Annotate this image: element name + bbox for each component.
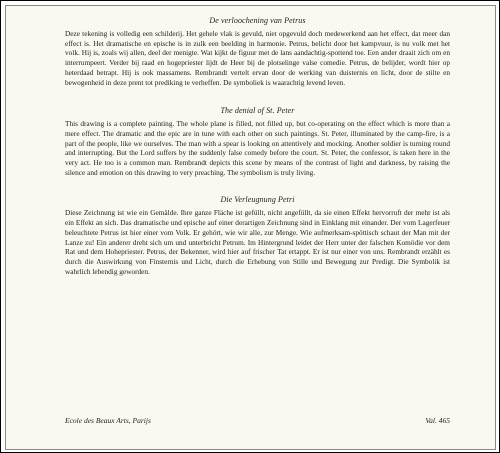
section-title-dutch: De verloochening van Petrus (209, 16, 306, 25)
document-page (5, 5, 496, 450)
section-paragraph-english: This drawing is a complete painting. The whole plane is filled, not filled up, but co-operating on the effect which is more than a mere effect. The dramatic and the epic are in tune with each other on such paintings. St. Peter, illuminated by the camp-fire, is a part of the people, like we ourselves. The man with a spear is looking on attentively and mocking. Another soldier is turning round and interrupting. But the Lord suffers by the suddenly false comedy before the court. St. Peter, the confessor, is taken here in the very act. He too is a common man. Rembrandt depicts this scene by means of the contrast of light and darkness, by raising the silence and emotion on this drawing to very preaching. The symbolism is truly living. (65, 119, 450, 177)
section-title-english: The denial of St. Peter (220, 106, 295, 116)
document-body (65, 15, 450, 276)
footer-source: Ecole des Beaux Arts, Parijs (65, 416, 151, 425)
footer-volume: Val. 465 (425, 416, 450, 425)
section-title-german: Die Verleugnung Petri (220, 195, 295, 205)
section-paragraph-german: Diese Zeichnung ist wie ein Gemälde. Ihre ganze Fläche ist gefüllt, nicht angefüllt, da sie einen Effekt hervorruft der mehr ist als ein Effekt an sich. Das dramatische und epische auf einer derartigen Zeichnung sind in Einklang mit einander. Der vom Lagerfeuer beleuchtete Petrus ist hier einer vom Volk. Er gehört, wie wir alle, zur Menge. Wie aufmerksam-spöttisch schaut der Man mit der Lanze zu! Ein anderer dreht sich um und unterbricht Petrum. Im Hintergrund leidet der Herr unter der falschen Komödie vor dem Rat und dem Hohepriester. Petrus, der Bekenner, wird hier auf frischer Tat ertappt. Er ist nur einer von uns. Rembrandt erzählt es durch die Auswirkung von Finsternis und Licht, durch die Erhebung von Stille und Bewegung zur Predigt. Die Symbolik ist wahrlich lebendig geworden. (65, 208, 450, 276)
section-paragraph-dutch: Deze tekening is volledig een schilderij. Het gehele vlak is gevuld, niet opgevuld doch medewerkend aan het effect, dat meer dan effect is. Het dramatische en epische is in zulk een beelding in harmonie. Petrus, belicht door het kampvuur, is nu volk met het volk. Hij is, zoals wij allen, deel der menigte. Wat kijkt de figuur met de lans aandachtig-spottend toe. Een ander draait zich om en interrumpeert. Verder bij raad en hogepriester lijdt de Heer bij de plotselinge valse comedie. Petrus, de belijder, wordt hier op heterdaad betrapt. Hij is ook massamens. Rembrandt vertelt ervan door de werking van duisternis en licht, door de stilte en bewogenheid in deze prent tot prediking te verheffen. De symboliek is waarachtig levend leven. (65, 29, 450, 87)
